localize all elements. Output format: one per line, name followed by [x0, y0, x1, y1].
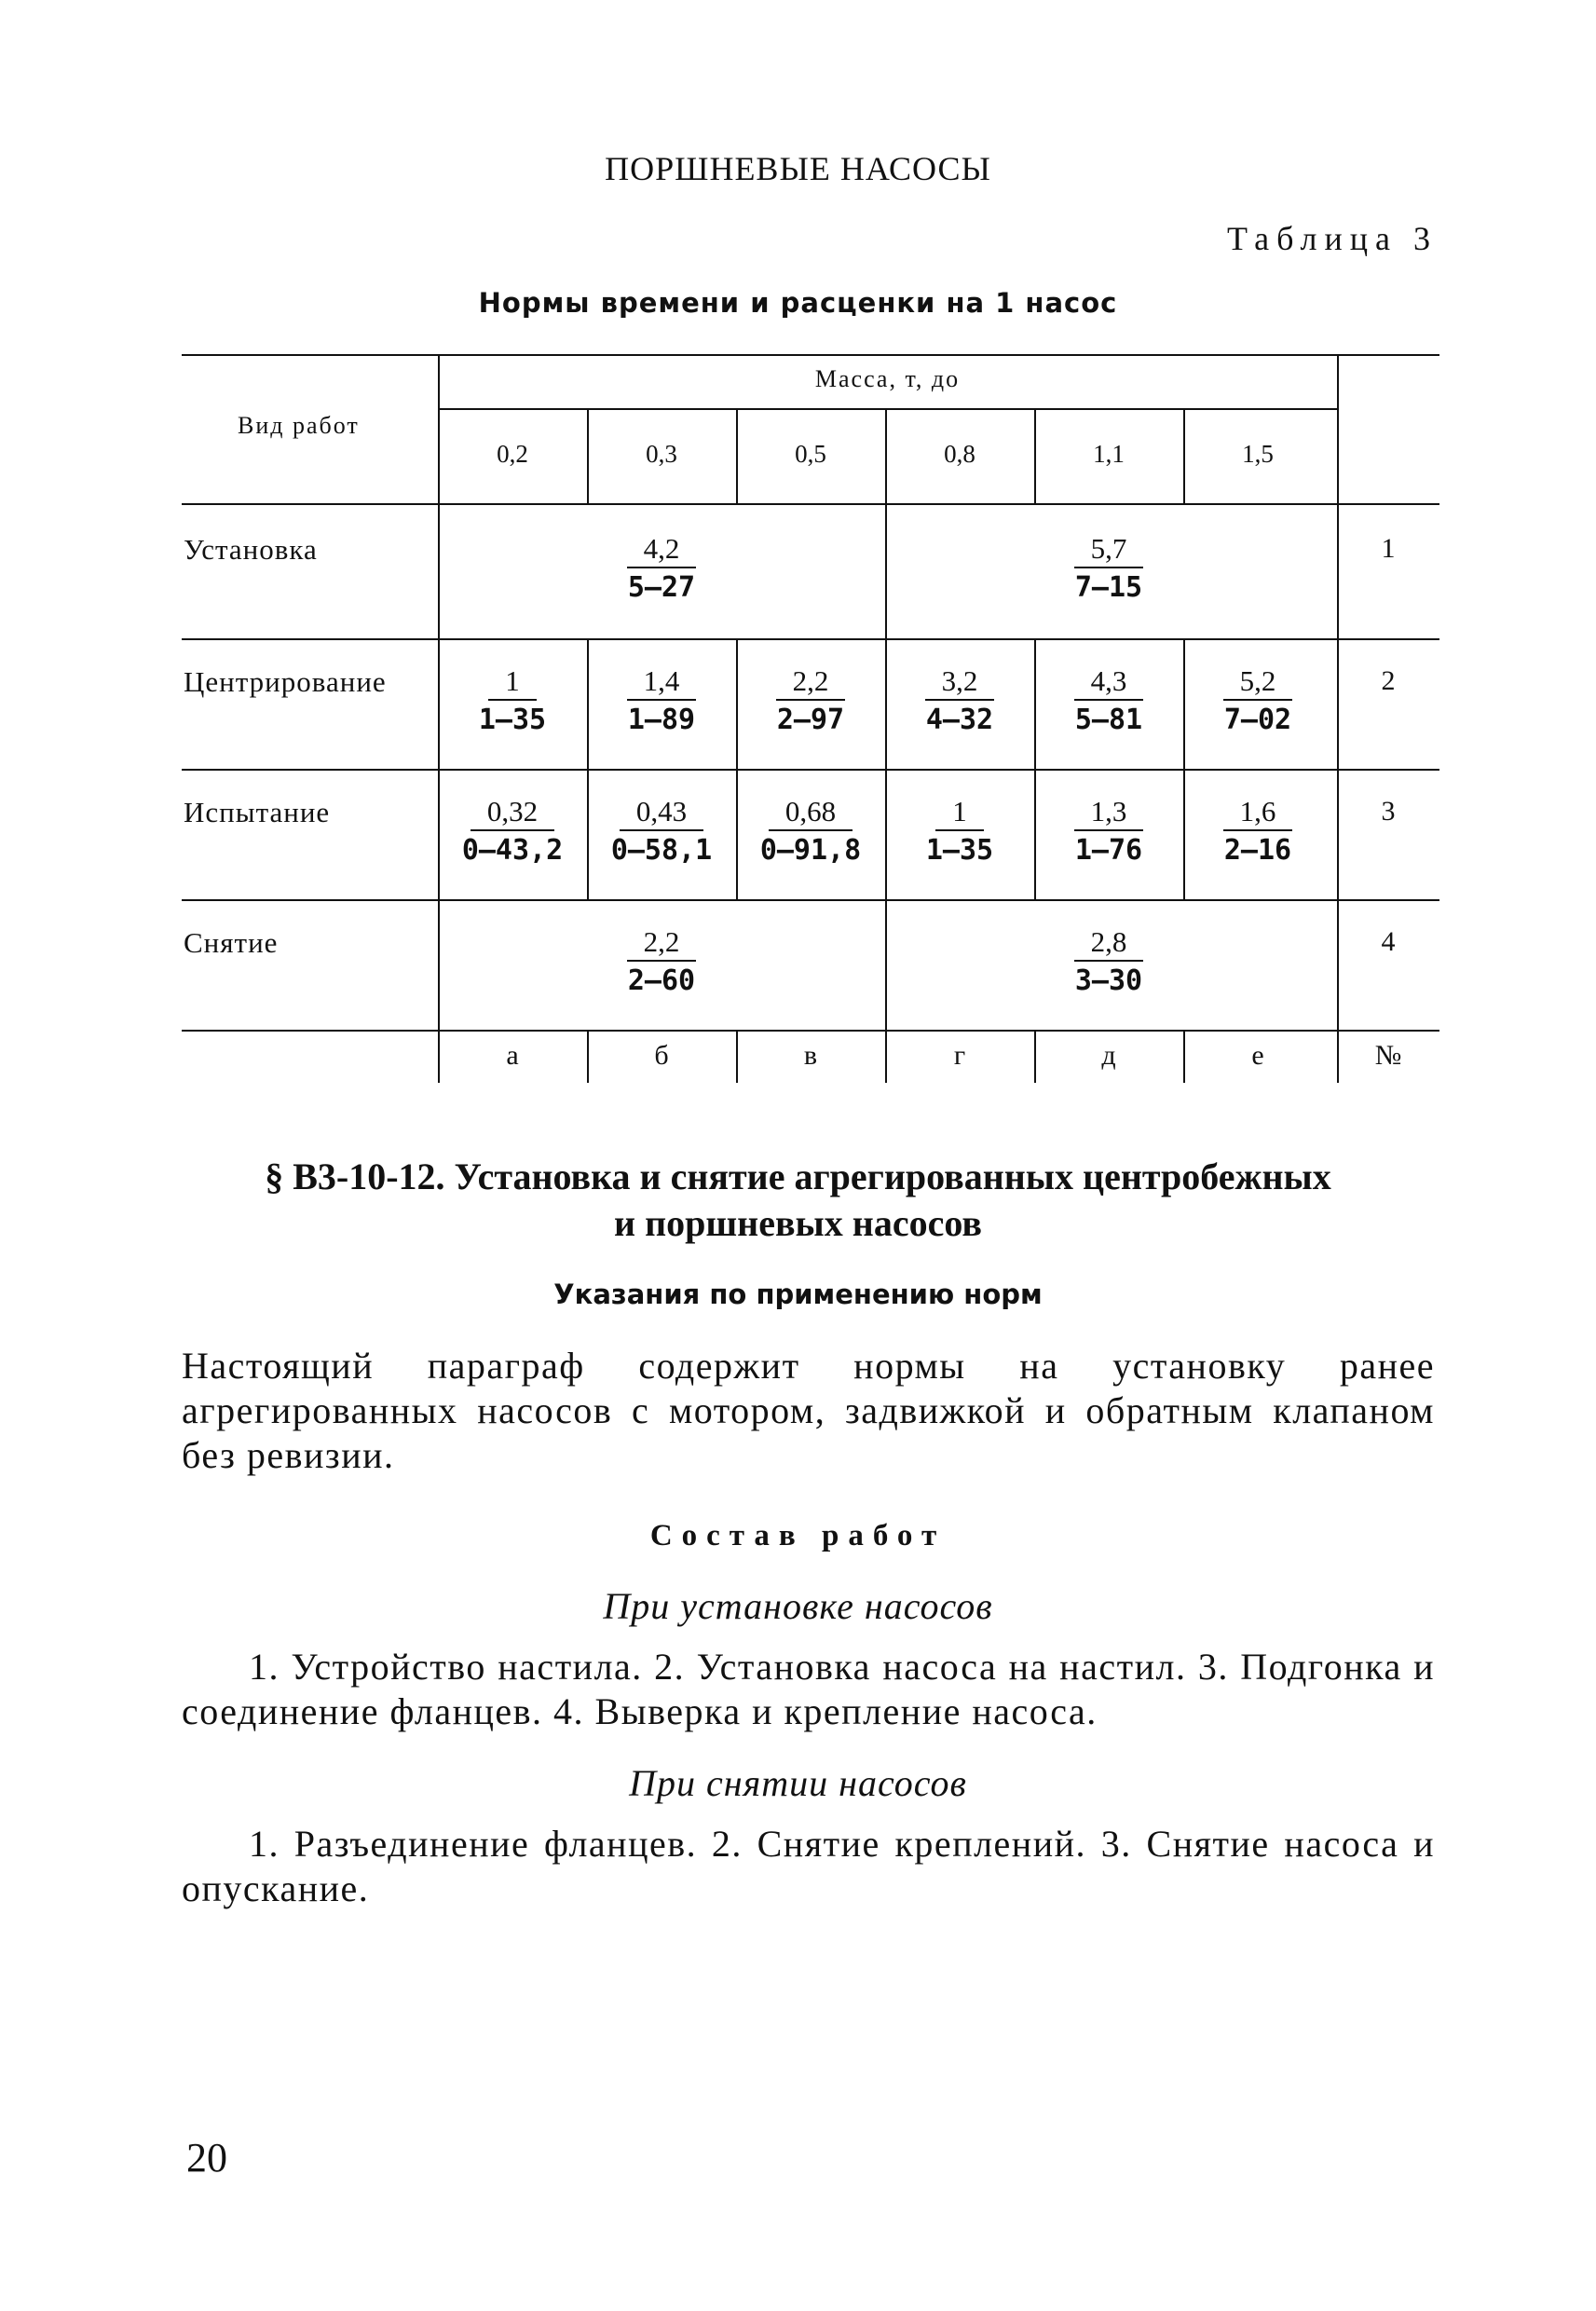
- table-cell-removal-g-e: [1034, 924, 1183, 1001]
- price-value: 2—97: [776, 704, 845, 736]
- table-cell: [1183, 663, 1332, 740]
- install-subtitle: При установке насосов: [603, 1585, 993, 1627]
- row-number: 2: [1381, 665, 1396, 696]
- norm-value: 3,2: [925, 663, 995, 701]
- mass-value: 1,5: [1242, 440, 1274, 468]
- price-value: 2—16: [1223, 834, 1292, 867]
- composition-title: Состав работ: [649, 1519, 947, 1552]
- table-cell-installation-g-e: [1034, 531, 1183, 608]
- row-number: 3: [1381, 796, 1396, 827]
- table-cell: [736, 663, 885, 740]
- price-value: 4—32: [925, 704, 994, 736]
- table-cell: [736, 794, 885, 870]
- price-value: 0—43,2: [461, 834, 564, 867]
- section-title: ПОРШНЕВЫЕ НАСОСЫ: [605, 150, 991, 187]
- table-cell: [885, 794, 1034, 870]
- paragraph-title-line1: § В3-10-12. Установка и снятие агрегированных центробежных: [265, 1156, 1331, 1197]
- mass-header-rule: [438, 408, 1337, 410]
- table-top-rule: [182, 354, 1439, 356]
- norm-value: 5,2: [1223, 663, 1293, 701]
- guide-text: Настоящий параграф содержит нормы на установку ранее агрегированных насосов с мотором, задвижкой и обратным клапаном без ревизии.: [182, 1345, 1435, 1476]
- norm-value: 1: [488, 663, 537, 701]
- row-number: 1: [1381, 533, 1396, 564]
- price-value: 3—30: [1074, 964, 1143, 997]
- table-cell: [438, 663, 587, 740]
- table-caption: Нормы времени и расценки на 1 насос: [478, 287, 1118, 319]
- col-rule-number: [1337, 354, 1339, 1083]
- mass-value: 0,8: [944, 440, 975, 468]
- paragraph-title: [0, 1154, 1596, 1247]
- col-rule-foot-1: [587, 1030, 589, 1083]
- price-value: 1—35: [478, 704, 547, 736]
- col-rule-hdr-5: [1183, 408, 1185, 503]
- norm-value: 1: [935, 794, 984, 831]
- col-rule-hdr-4: [1034, 408, 1036, 503]
- mass-value: 0,3: [646, 440, 677, 468]
- table-cell: [1034, 794, 1183, 870]
- mass-value: 0,5: [795, 440, 826, 468]
- norms-table: [182, 354, 1439, 1083]
- table-label: Таблица 3: [1227, 220, 1438, 257]
- price-value: 0—91,8: [759, 834, 862, 867]
- price-value: 5—81: [1074, 704, 1143, 736]
- column-letter: е: [1251, 1040, 1264, 1071]
- table-cell: [587, 794, 736, 870]
- column-letter: д: [1101, 1040, 1116, 1071]
- row-label-installation: Установка: [184, 533, 318, 566]
- price-value: 0—58,1: [610, 834, 713, 867]
- norm-value: 4,2: [627, 531, 697, 568]
- header-bottom-rule: [182, 503, 1439, 505]
- col-rule-hdr-2: [736, 408, 738, 503]
- norm-value: 0,32: [471, 794, 554, 831]
- norm-value: 1,4: [627, 663, 697, 701]
- mass-value: 0,2: [497, 440, 528, 468]
- norm-value: 2,2: [627, 924, 697, 962]
- table-cell: [1183, 794, 1332, 870]
- row-rule-3: [182, 899, 1439, 901]
- col-rule-middle: [885, 503, 887, 1083]
- norm-value: 1,3: [1074, 794, 1144, 831]
- table-cell-installation-a-v: [587, 531, 736, 608]
- column-letter: г: [953, 1040, 966, 1071]
- col-rule-foot-4: [1034, 1030, 1036, 1083]
- table-cell-removal-a-v: [587, 924, 736, 1001]
- row-rule-2: [182, 769, 1439, 771]
- row-label-centering: Центрирование: [184, 665, 387, 698]
- table-cell: [438, 794, 587, 870]
- row-number: 4: [1381, 926, 1396, 957]
- price-value: 5—27: [627, 571, 696, 604]
- price-value: 1—89: [627, 704, 696, 736]
- row-rule-1: [182, 638, 1439, 640]
- norm-value: 1,6: [1223, 794, 1293, 831]
- remove-text: 1. Разъединение фланцев. 2. Снятие креплений. 3. Снятие насоса и опускание.: [182, 1823, 1435, 1909]
- col-rule-foot-5: [1183, 1030, 1185, 1083]
- norm-value: 5,7: [1074, 531, 1144, 568]
- mass-value: 1,1: [1093, 440, 1125, 468]
- remove-subtitle: При снятии насосов: [629, 1762, 967, 1804]
- row-label-testing: Испытание: [184, 796, 331, 828]
- table-cell: [1034, 663, 1183, 740]
- table-cell: [885, 663, 1034, 740]
- col-rule-hdr-1: [587, 408, 589, 503]
- norm-value: 4,3: [1074, 663, 1144, 701]
- paragraph-title-line2: и поршневых насосов: [614, 1202, 982, 1244]
- page-number: 20: [186, 2135, 227, 2181]
- mass-header: Масса, т, до: [814, 365, 961, 392]
- row-rule-4: [182, 1030, 1439, 1032]
- norm-value: 0,43: [620, 794, 703, 831]
- price-value: 7—15: [1074, 571, 1143, 604]
- work-type-header: Вид работ: [238, 412, 360, 439]
- column-letter: а: [506, 1040, 519, 1071]
- column-letter: б: [654, 1040, 669, 1071]
- guide-title: Указания по применению норм: [553, 1279, 1043, 1310]
- price-value: 1—35: [925, 834, 994, 867]
- price-value: 2—60: [627, 964, 696, 997]
- row-label-removal: Снятие: [184, 926, 279, 959]
- install-text: 1. Устройство настила. 2. Установка насоса на настил. 3. Подгонка и соединение фланцев. 4. Выверка и крепление насоса.: [182, 1646, 1435, 1732]
- norm-value: 2,2: [776, 663, 846, 701]
- number-header: №: [1374, 1040, 1402, 1071]
- table-cell: [587, 663, 736, 740]
- norm-value: 0,68: [769, 794, 853, 831]
- norm-value: 2,8: [1074, 924, 1144, 962]
- price-value: 1—76: [1074, 834, 1143, 867]
- col-rule-foot-2: [736, 1030, 738, 1083]
- price-value: 7—02: [1223, 704, 1292, 736]
- column-letter: в: [803, 1040, 818, 1071]
- col-rule-hdr-3: [885, 408, 887, 503]
